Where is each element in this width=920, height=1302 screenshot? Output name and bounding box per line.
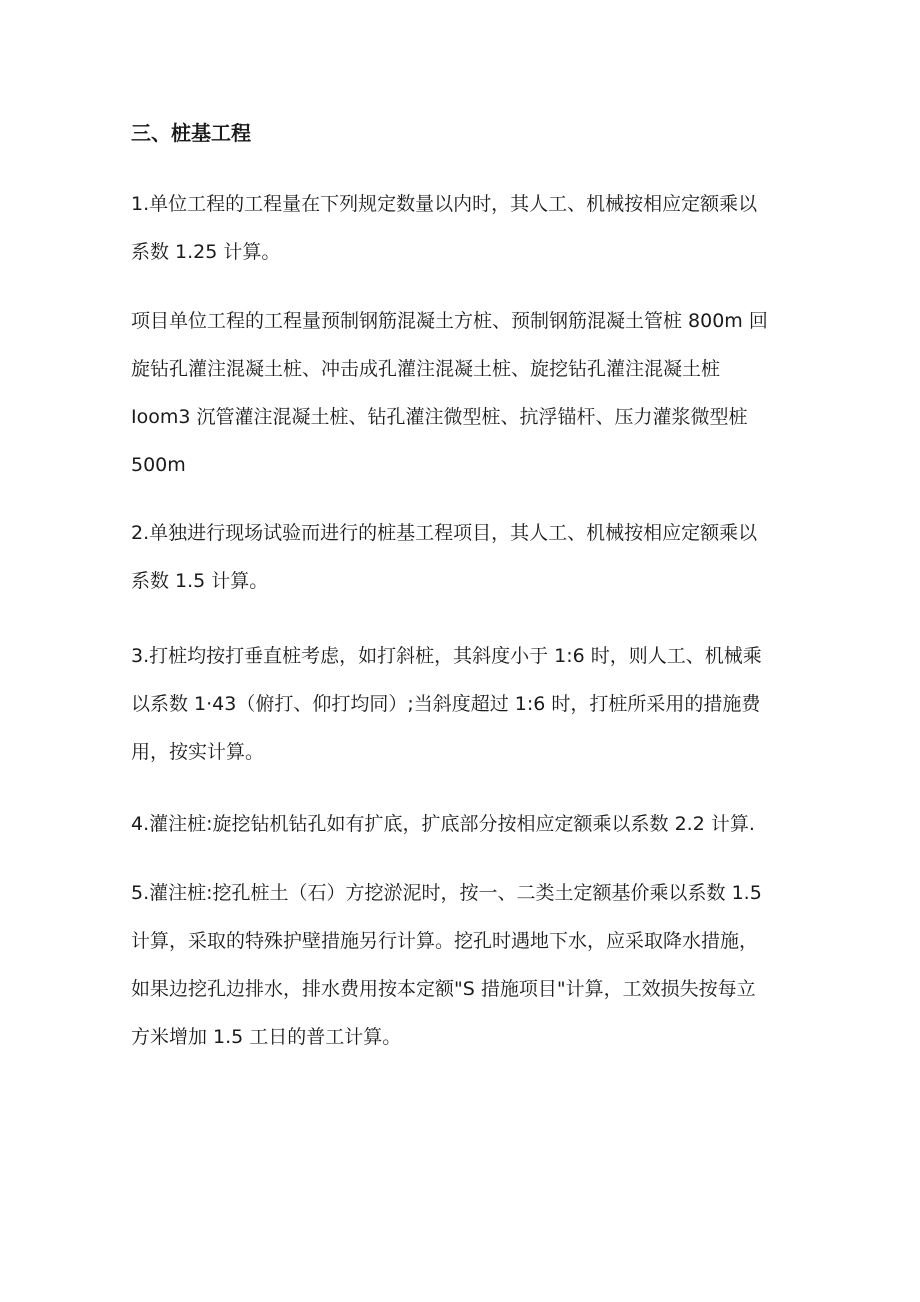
paragraph-rule-1 <box>131 180 821 276</box>
paragraph-line: 项目单位工程的工程量预制钢筋混凝土方桩、预制钢筋混凝土管桩 800m 回 <box>131 310 768 332</box>
paragraph-line: 系数 1.25 计算。 <box>131 241 281 263</box>
paragraph-line: 用，按实计算。 <box>131 741 265 763</box>
paragraph-rule-3 <box>131 632 821 776</box>
paragraph-line: 计算，采取的特殊护壁措施另行计算。挖孔时遇地下水，应采取降水措施， <box>131 930 759 952</box>
paragraph-line: 500m <box>131 454 186 476</box>
paragraph-rule-5 <box>131 869 821 1061</box>
paragraph-line: 如果边挖孔边排水，排水费用按本定额"S 措施项目"计算，工效损失按每立 <box>131 978 756 1000</box>
paragraph-rule-4 <box>131 800 821 848</box>
paragraph-line: Ioom3 沉管灌注混凝土桩、钻孔灌注微型桩、抗浮锚杆、压力灌浆微型桩 <box>131 406 748 428</box>
paragraph-line: 1.单位工程的工程量在下列规定数量以内时，其人工、机械按相应定额乘以 <box>131 193 758 215</box>
paragraph-line: 方米增加 1.5 工日的普工计算。 <box>131 1026 402 1048</box>
paragraph-line: 系数 1.5 计算。 <box>131 570 269 592</box>
paragraph-line: 5.灌注桩:挖孔桩土（石）方挖淤泥时，按一、二类土定额基价乘以系数 1.5 <box>131 882 762 904</box>
paragraph-thresholds <box>131 297 821 489</box>
paragraph-line: 2.单独进行现场试验而进行的桩基工程项目，其人工、机械按相应定额乘以 <box>131 522 758 544</box>
paragraph-line: 3.打桩均按打垂直桩考虑，如打斜桩，其斜度小于 1:6 时，则人工、机械乘 <box>131 645 762 667</box>
paragraph-line: 4.灌注桩:旋挖钻机钻孔如有扩底，扩底部分按相应定额乘以系数 2.2 计算. <box>131 813 755 835</box>
section-heading: 三、桩基工程 <box>131 121 251 145</box>
paragraph-rule-2 <box>131 509 821 605</box>
paragraph-line: 以系数 1·43（俯打、仰打均同）;当斜度超过 1:6 时，打桩所采用的措施费 <box>131 693 761 715</box>
paragraph-line: 旋钻孔灌注混凝土桩、冲击成孔灌注混凝土桩、旋挖钻孔灌注混凝土桩 <box>131 358 721 380</box>
